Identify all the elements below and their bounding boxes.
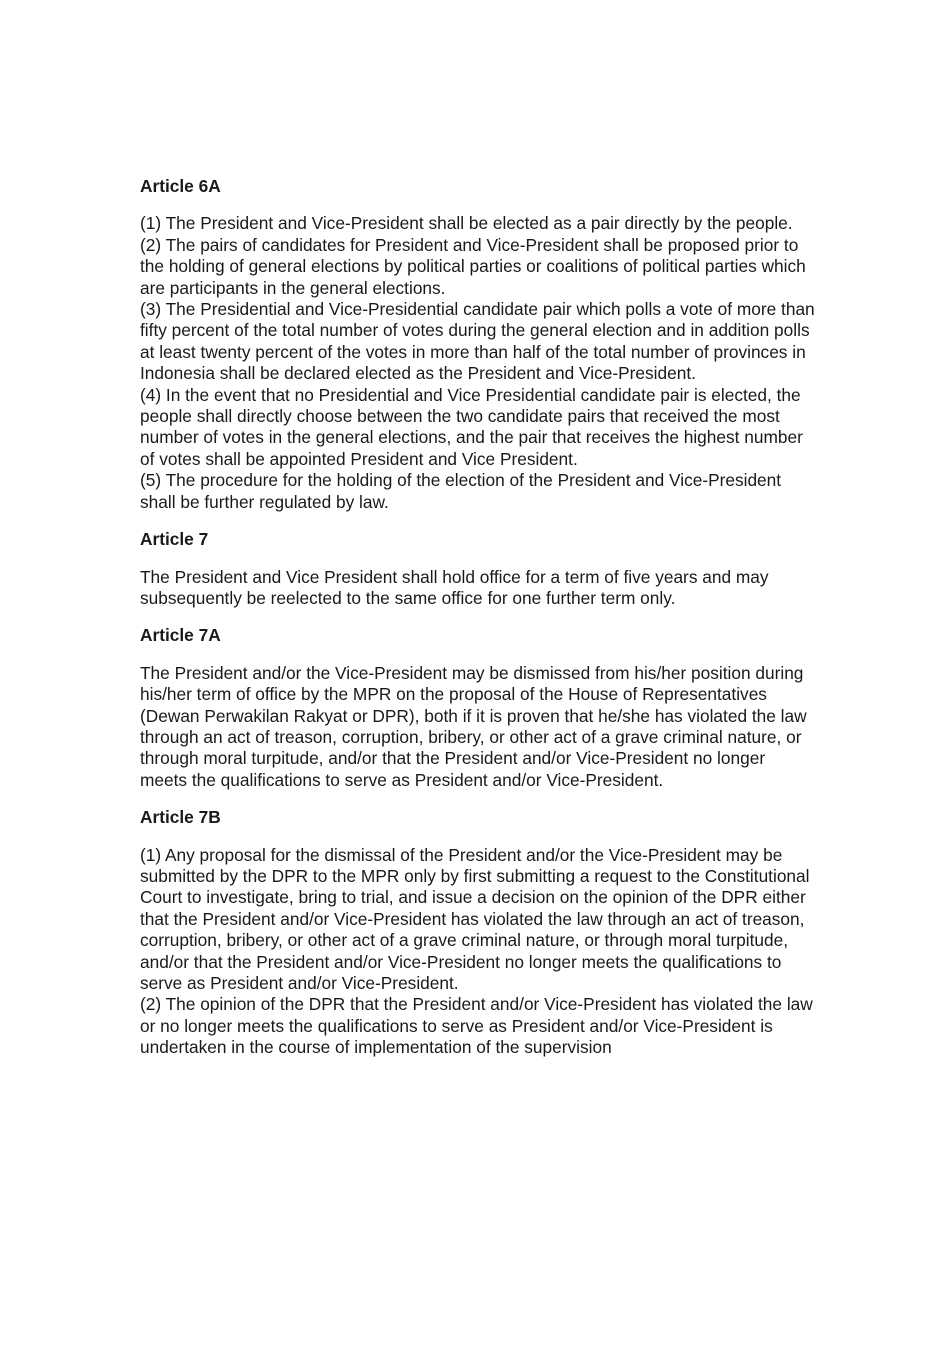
article-heading: Article 7A	[140, 625, 221, 646]
article-7a	[140, 625, 816, 791]
article-paragraph: The President and Vice President shall hold office for a term of five years and may subsequently be reelected to the same office for one further term only.	[140, 566, 769, 608]
article-paragraph: (4) In the event that no Presidential and Vice Presidential candidate pair is elected, the people shall directly choose between the two candidate pairs that received the most number of votes in the general elections, and the pair that receives the highest number of votes shall be appointed President and Vice President.	[140, 384, 803, 469]
article-6a	[140, 176, 816, 513]
article-paragraph: (3) The Presidential and Vice-Presidential candidate pair which polls a vote of more than fifty percent of the total number of votes during the general election and in addition polls at least twenty percent of the votes in more than half of the total number of provinces in Indonesia shall be declared elected as the President and Vice-President.	[140, 299, 815, 384]
article-heading: Article 7B	[140, 807, 221, 828]
article-paragraph: (1) Any proposal for the dismissal of the President and/or the Vice-President may be submitted by the DPR to the MPR only by first submitting a request to the Constitutional Court to investigate, bring to trial, and issue a decision on the opinion of the DPR either that the President and/or Vice-President has violated the law through an act of treason, corruption, bribery, or other act of a grave criminal nature, or through moral turpitude, and/or that the President and/or Vice-President no longer meets the qualifications to serve as President and/or Vice-President.	[140, 844, 810, 993]
article-heading: Article 7	[140, 529, 209, 550]
article-paragraph: The President and/or the Vice-President may be dismissed from his/her position during his/her term of office by the MPR on the proposal of the House of Representatives (Dewan Perwakilan Rakyat or DPR), both if it is proven that he/she has violated the law through an act of treason, corruption, bribery, or other act of a grave criminal nature, or through moral turpitude, and/or that the President and/or Vice-President no longer meets the qualifications to serve as President and/or Vice-President.	[140, 662, 807, 790]
article-heading: Article 6A	[140, 176, 221, 196]
document-page	[140, 176, 816, 1075]
article-paragraph: (1) The President and Vice-President shall be elected as a pair directly by the people.	[140, 213, 793, 234]
article-7	[140, 529, 816, 609]
article-paragraph: (2) The pairs of candidates for President and Vice-President shall be proposed prior to the holding of general elections by political parties or coalitions of political parties which are participants in the general elections.	[140, 234, 806, 298]
article-paragraph: (2) The opinion of the DPR that the President and/or Vice-President has violated the law or no longer meets the qualifications to serve as President and/or Vice-President is undertaken in the course of implementation of the supervision	[140, 994, 813, 1058]
article-paragraph: (5) The procedure for the holding of the election of the President and Vice-President shall be further regulated by law.	[140, 470, 782, 512]
article-7b	[140, 807, 816, 1058]
